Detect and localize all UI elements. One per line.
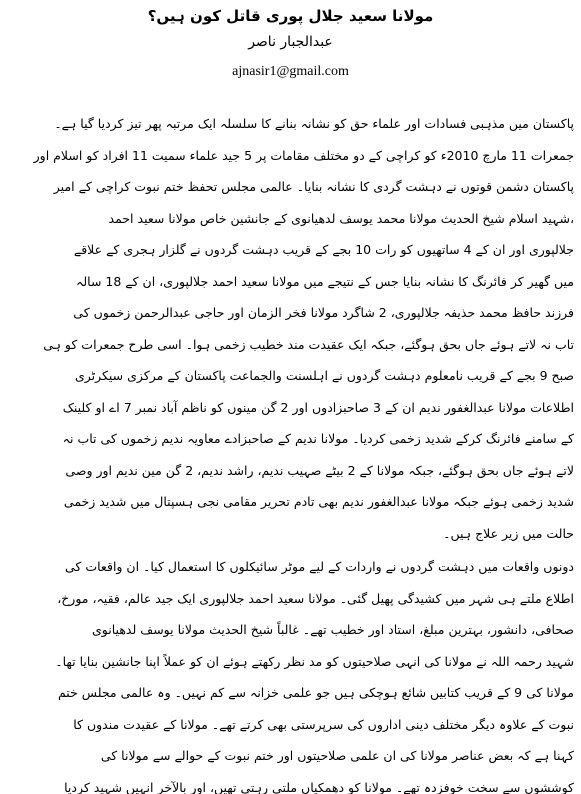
author-name: عبدالجبار ناصر — [248, 34, 333, 50]
text-line: اطلاع ملتے ہی شہر میں کشیدگی پھیل گئی۔ مولانا سعید احمد جلالپوری ایک جید عالم، فقیہ، مورخ، — [57, 590, 574, 606]
text-line: میں گھیر کر فائرنگ کا نشانہ بنایا جس کے نتیجے میں مولانا سعید احمد جلالپوری، ان کے 18 سالہ — [76, 273, 574, 289]
text-line: کوششوں سے سخت خوفزدہ تھے۔ مولانا کو دھمکیاں ملتی رہتی تھیں، اور بالآخر انہیں شہید کردیا — [64, 779, 574, 794]
text-line: جلالپوری اور ان کے 4 ساتھیوں کو رات 10 بجے کے قریب دہشت گردوں نے گلزار ہجری کے علاقے — [73, 242, 574, 257]
text-line: پاکستان دشمن قوتوں نے دہشت گردی کا نشانہ بنایا۔ عالمی مجلس تحفظ ختم نبوت کراچی کے امیر — [53, 179, 574, 194]
text-line: صحافی، دانشور، بہترین مبلغ، استاد اور خطیب تھے۔ غالباً شیخ الحدیث مولانا یوسف لدھیانوی — [92, 622, 574, 637]
text-line: شہید رحمہ اللہ نے مولانا کی انہی صلاحیتوں کو مد نظر رکھتے ہوئے ان کو عملاً اپنا جانشین بنایا تھا۔ — [55, 653, 574, 669]
article-body — [6, 108, 574, 794]
article-title: مولانا سعید جلال پوری قاتل کون ہیں؟ — [147, 7, 434, 25]
text-line: صبح 9 بجے کے قریب نامعلوم دہشت گردوں نے اہلسنت والجماعت پاکستان کے مرکزی سیکرٹری — [74, 368, 574, 383]
author-email: ajnasir1@gmail.com — [232, 64, 349, 79]
text-line: دونوں واقعات میں دہشت گردوں نے واردات کے لیے موٹر سائیکلوں کا استعمال کیا۔ ان واقعات کی — [65, 559, 574, 574]
text-line: کہنا ہے کہ بعض عناصر مولانا کی ان علمی صلاحیتوں اور ختم نبوت کے حوالے سے مولانا کی — [100, 748, 574, 763]
text-line: تاب نہ لاتے ہوئے جاں بحق ہوگئے، جبکہ ایک عقیدت مند خطیب زخمی ہوا۔ اسی طرح جمعرات کو ہی — [43, 336, 574, 352]
text-line: اطلاعات مولانا عبدالغفور ندیم ان کے 3 صاحبزادوں اور 2 گن مینوں کو ناظم آباد نمبر 7 اے او کلینک — [62, 399, 574, 415]
paragraph — [6, 108, 574, 549]
text-line: جمعرات 11 مارچ 2010ء کو کراچی کے دو مختلف مقامات پر 5 جید علماء سمیت 11 افراد کو اسلام اور — [33, 147, 574, 163]
text-line: فرزند حافظ محمد حذیفہ جلالپوری، 2 شاگرد مولانا فخر الزمان اور حاجی عبدالرحمن زخموں کی — [73, 305, 574, 320]
text-line: نبوت کے علاوہ دیگر مختلف دینی اداروں کی سرپرستی بھی کرتے تھے۔ مولانا کے عقیدت مندوں کا — [73, 716, 574, 732]
text-line: شدید زخمی ہوئے جبکہ مولانا عبدالغفور ندیم بھی تادم تحریر مقامی نجی ہسپتال میں شدید زخمی — [63, 494, 574, 509]
text-line: مولانا کی 9 کے قریب کتابیں شائع ہوچکی ہیں جو علمی خزانہ سے کم نہیں۔ وہ عالمی مجلس ختم — [57, 685, 574, 700]
text-line: لاتے ہوئے جاں بحق ہوگئے، جبکہ مولانا کے 2 بیٹے صہیب ندیم، راشد ندیم، 2 گن مین ندیم اور وصی — [65, 462, 574, 478]
text-line: ،شہید اسلام شیخ الحدیث مولانا محمد یوسف لدھیانوی کے جانشین خاص مولانا سعید احمد — [108, 210, 574, 226]
text-line: حالت میں زیر علاج ہیں۔ — [443, 525, 574, 541]
text-line: پاکستان میں مذہبی فسادات اور علماء حق کو نشانہ بنانے کا سلسلہ ایک مرتبہ پھر تیز کردیا گیا ہے۔ — [54, 116, 574, 131]
text-line: کے سامنے فائرنگ کرکے شدید زخمی کردیا۔ مولانا ندیم کے صاحبزادے معاویہ ندیم زخموں کی تاب نہ — [62, 431, 574, 446]
paragraph — [6, 551, 574, 794]
